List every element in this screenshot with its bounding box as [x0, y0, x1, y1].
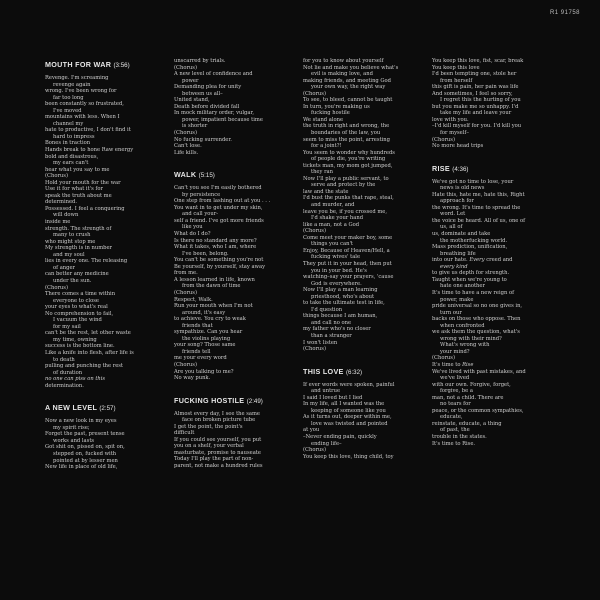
lyric-line: As it turns out, deeper within me, — [303, 414, 392, 421]
lyric-line: every kind — [440, 263, 468, 270]
lyric-line: to take the ultimate test in life, — [303, 300, 385, 307]
lyric-line: unscarred by trials. — [174, 58, 226, 64]
lyric-line: You keep this love, fist, scar, break — [432, 58, 524, 64]
lyric-line: And sometimes, I feel so sorry, — [432, 90, 513, 97]
lyric-line: like you — [182, 224, 203, 231]
lyric-line: Forget the past, present tense — [45, 431, 125, 438]
lyric-line: bold and disastrous, — [45, 153, 99, 160]
lyric-line: things because I am human, — [303, 313, 378, 320]
song-gap — [174, 382, 302, 396]
lyric-line: We've got no time to lose, your — [432, 178, 514, 185]
lyric-line: of people die, you're writing — [311, 156, 386, 163]
song-title-text: FUCKING HOSTILE — [174, 395, 245, 405]
lyric-line: news is old news — [440, 185, 485, 192]
lyric-line: In turn, you're making us — [303, 103, 370, 110]
lyric-line: determined. — [45, 199, 77, 206]
song-title — [432, 164, 560, 174]
lyric-line: and call your- — [182, 211, 218, 218]
lyric-line: and my soul — [53, 251, 85, 258]
lyric-line: You keep this love, thing child, toy — [303, 453, 394, 460]
lyric-line: I'd shake your hand — [311, 215, 364, 222]
song-title-text: THIS LOVE — [303, 366, 344, 376]
lyric-line: the motherfucking world. — [440, 237, 508, 244]
lyric-line: I vacuum the wind — [53, 317, 102, 324]
lyric-line: my father who's no closer — [303, 326, 371, 333]
lyric-line: (Chorus) — [174, 64, 197, 71]
lyric-line: mountains with less. When I — [45, 114, 120, 121]
lyric-line: Are you talking to me? — [174, 368, 234, 375]
lyric-line: everyone to close — [53, 297, 99, 304]
lyric-line: for my sail — [53, 323, 81, 330]
lyric-line: by persistence — [182, 191, 221, 198]
lyric-line: is shorter — [182, 123, 208, 130]
lyric-line: Taught when we're young to — [432, 276, 507, 283]
lyrics-column-2 — [174, 58, 302, 470]
lyric-line: us, dominate and take — [432, 231, 491, 238]
song-title — [174, 170, 302, 180]
lyric-line: I get the point, the point's — [174, 423, 243, 430]
lyric-line: wrong with their mind? — [440, 335, 502, 342]
lyric-line: Bones in traction — [45, 140, 91, 147]
lyric-line: In my life, all I wanted was the — [303, 401, 385, 408]
lyric-line: I won't listen — [303, 339, 338, 346]
lyric-line: channel my — [53, 120, 84, 127]
lyric-line: we've lived — [440, 375, 470, 382]
lyric-line: for a joint?! — [311, 143, 342, 150]
lyric-line: like a man, not a God — [303, 221, 360, 228]
lyric-line: If ever words were spoken, painful — [303, 381, 395, 388]
lyric-line: Can't you see I'm easily bothered — [174, 185, 262, 192]
lyric-line: making friends, and meeting God — [303, 77, 391, 84]
lyric-line: (Chorus) — [432, 136, 455, 143]
lyric-line: success is the bottom line. — [45, 343, 115, 350]
song-title-text: A NEW LEVEL — [45, 403, 98, 413]
lyric-line: power, make — [440, 296, 474, 303]
lyric-line: your eyes to what's real — [45, 304, 108, 311]
lyric-line: No more head trips — [432, 143, 484, 150]
lyric-line: friends that — [182, 322, 213, 329]
lyric-line: No comprehension to fail, — [45, 310, 114, 317]
lyric-line: pointed at by lesser men — [53, 457, 118, 464]
lyric-line: Respect, Walk. — [174, 296, 213, 303]
lyric-line: I'd bust the punks that rape, steal, — [303, 195, 394, 202]
lyric-line: no one can piss on this — [45, 376, 106, 383]
lyric-line: turn our — [440, 309, 462, 316]
lyric-line: difficult — [174, 430, 195, 437]
lyric-line: You want in to get under my skin, — [174, 204, 263, 211]
lyric-line: Be yourself, by yourself, stay away — [174, 263, 266, 270]
lyric-line: reinstate, educate, a thing — [432, 420, 502, 427]
lyric-line: No fucking surrender. — [174, 136, 232, 143]
lyric-line: your own way, the right way — [311, 84, 386, 91]
lyric-line: pride universal so no one gives in, — [432, 303, 523, 310]
lyric-line: Hate this, hate me, hate this, Right — [432, 191, 525, 198]
lyric-line: from the dawn of time — [182, 283, 241, 290]
lyric-line: power, impatient because time — [182, 116, 263, 123]
lyric-line: I've been, belong. — [182, 250, 229, 257]
lyric-fragment: Rise — [462, 361, 474, 368]
lyric-line: (Chorus) — [45, 284, 68, 291]
lyric-line: we ask them the question, what's — [432, 329, 520, 336]
lyric-line: my time, owning — [53, 336, 97, 343]
song-duration: (4:36) — [452, 165, 469, 173]
lyric-line: No way punk. — [174, 375, 211, 382]
lyric-line: We stand alone — [303, 116, 344, 123]
lyric-line: A lesson learned in life, known — [174, 276, 255, 283]
lyric-line: God is everywhere. — [311, 280, 362, 287]
lyric-line: me your every word — [174, 355, 227, 362]
lyric-fragment: creed and — [484, 257, 513, 264]
song-gap — [432, 150, 560, 164]
lyric-line: It's time to have a new reign of — [432, 289, 514, 296]
lyric-line: and murder, and — [311, 202, 355, 209]
lyric-line: hear what you say to me — [45, 166, 110, 173]
lyric-line: no tears for — [440, 401, 471, 408]
lyric-line: Death before divided fall — [174, 103, 240, 110]
lyric-line: Not lie and make you believe what's — [303, 64, 399, 71]
lyric-line: Is there no standard any more? — [174, 237, 257, 244]
lyric-line: inside me — [45, 219, 71, 226]
lyric-line: You seem to wonder why hundreds — [303, 149, 395, 156]
lyric-line: many to crush — [53, 232, 91, 239]
lyric-line: revenge again — [53, 81, 91, 88]
lyric-line: who might stop me — [45, 238, 96, 245]
song-duration: (2:49) — [246, 397, 263, 405]
lyric-line: strength. The strength of — [45, 225, 112, 232]
lyric-line: I said I loved but I lied — [303, 394, 363, 401]
lyric-line: speak the truth about me — [45, 192, 112, 199]
lyric-line: Use it for what it's for — [45, 186, 103, 193]
lyric-line: Life kills. — [174, 149, 199, 156]
lyric-line: Got shit on, pissed on, spit on, — [45, 444, 125, 451]
lyric-line: I'd been tempting one, stole her — [432, 71, 517, 78]
lyric-line: will down — [53, 212, 79, 219]
lyric-line: word. Let — [440, 211, 466, 218]
song-title — [45, 60, 173, 70]
lyric-line: lies in every one. The releasing — [45, 258, 128, 265]
lyric-line: this gift is pain, her pain was life — [432, 84, 519, 91]
lyric-line: keeping of someone like you — [311, 407, 386, 414]
lyric-line: determination. — [45, 382, 84, 389]
lyric-line: I regret this the hurting of you — [440, 97, 521, 104]
lyric-line: far too long — [53, 94, 84, 101]
lyric-line: to give us depth for strength. — [432, 270, 510, 277]
lyric-line: wrong. I've been wrong for — [45, 88, 117, 95]
lyric-line: In mock military order, vulgar, — [174, 110, 255, 117]
lyric-line: you on a shelf, your verbal — [174, 443, 244, 450]
lyric-line: fucking hostile — [311, 110, 350, 117]
lyric-line: take my life and leave your — [440, 110, 512, 117]
lyric-line: friends tell — [182, 348, 211, 355]
lyric-line: A new level of confidence and — [174, 71, 253, 78]
lyric-line: peace, or the common sympathies, — [432, 407, 524, 414]
lyric-line: tickets man, my mom got jumped, — [303, 162, 393, 169]
lyric-line: (Chorus) — [174, 130, 197, 137]
lyric-line: (Chorus) — [303, 228, 326, 235]
song-title-text: RISE — [432, 163, 450, 173]
lyric-line: my spirit rise; — [53, 424, 90, 431]
lyric-line: To see, to bleed, cannot be taught — [303, 97, 393, 104]
lyric-line: love was twisted and pointed — [311, 420, 388, 427]
lyric-line: educate, — [440, 414, 463, 421]
lyric-line: seem to miss the point, arresting — [303, 136, 390, 143]
lyric-line: with our own. Forgive, forget, — [432, 381, 511, 388]
lyric-line: Come meet your maker boy, some — [303, 234, 393, 241]
lyric-line: self a friend. I've got more friends — [174, 217, 264, 224]
song-title — [174, 396, 302, 406]
lyric-line: been constantly so frustrated, — [45, 101, 124, 108]
lyric-line: trouble in the states. — [432, 433, 487, 440]
lyric-line: They put it in your head, then put — [303, 260, 392, 267]
song-gap — [174, 156, 302, 170]
lyric-line: (Chorus) — [174, 361, 197, 368]
lyric-line: from herself — [440, 77, 473, 84]
lyric-line: United stand, — [174, 97, 210, 104]
song-gap — [303, 353, 431, 367]
lyric-line: your mind? — [440, 348, 470, 355]
song-title-text: MOUTH FOR WAR — [45, 60, 112, 69]
lyric-line: of past, the — [440, 427, 470, 434]
lyric-line: law and the state — [303, 188, 349, 195]
lyric-line: hate to productive, I don't find it — [45, 127, 131, 134]
lyric-line: love with you. — [432, 116, 469, 123]
lyric-fragment: into our hate. — [432, 257, 470, 264]
lyric-line: Now I'll play a man learning — [303, 287, 378, 294]
lyric-line: What's wrong with — [440, 342, 490, 349]
lyric-line: but you make me so unhappy. I'd — [432, 103, 519, 110]
lyric-line: the wrong. It's time to spread the — [432, 204, 521, 211]
lyric-line: for myself– — [440, 130, 469, 137]
lyrics-column-1 — [45, 60, 173, 471]
lyric-line: the truth in right and wrong, the — [303, 123, 390, 130]
lyric-line: Like a knife into flesh, after life is — [45, 349, 134, 356]
lyric-line: If you could see yourself, you put — [174, 436, 262, 443]
lyric-line: to achieve. You cry to weak — [174, 316, 246, 323]
lyric-line: your song? Those same — [174, 342, 236, 349]
lyric-line: to death — [53, 356, 75, 363]
lyric-line: There comes a time within — [45, 291, 116, 298]
lyric-line: than a stranger — [311, 332, 352, 339]
song-duration: (6:32) — [345, 368, 363, 376]
lyric-line: What it takes, who I am, where — [174, 244, 257, 251]
lyric-line: pulling and punching the rest — [45, 363, 124, 370]
lyric-line: Demanding plea for unity — [174, 84, 242, 91]
lyric-line: –Never ending pain, quickly — [303, 433, 377, 440]
lyric-line: stepped on, fucked with — [53, 450, 117, 457]
lyrics-column-4 — [432, 58, 560, 447]
lyric-line: parent, not make a hundred rules — [174, 462, 263, 469]
lyric-line: leave you be, if you crossed me, — [303, 208, 387, 215]
lyric-line: around, it's easy — [182, 309, 226, 316]
lyric-line: at you — [303, 427, 320, 434]
lyric-line: works and lasts — [53, 437, 95, 444]
lyric-fragment: Every — [469, 257, 485, 264]
lyric-line: Revenge. I'm screaming — [45, 75, 109, 81]
lyric-line: watching–say your prayers, 'cause — [303, 274, 394, 281]
lyric-line: of anger — [53, 264, 75, 271]
lyric-line: You keep this love — [432, 64, 480, 71]
lyric-line: What do I do? — [174, 231, 211, 238]
lyric-line: power — [182, 77, 199, 84]
lyric-line: can better any medicine — [45, 271, 109, 278]
lyric-line: Run your mouth when I'm not — [174, 303, 253, 310]
lyric-line: face on broken picture tube — [182, 417, 256, 424]
song-duration: (2:57) — [99, 405, 116, 413]
lyric-line: One step from lashing out at you . . . — [174, 198, 271, 205]
song-title — [303, 367, 431, 377]
lyric-line: under the sun. — [53, 277, 92, 284]
lyric-line: (Chorus) — [303, 447, 326, 454]
lyric-line: (Chorus) — [303, 90, 326, 97]
lyric-line: My strength is in number — [45, 245, 113, 252]
lyric-line: –I'd kill myself for you. I'd kill you — [432, 123, 522, 130]
lyric-line: and untrue — [311, 388, 341, 395]
lyric-line: approach for — [440, 198, 474, 205]
lyric-line: of duration — [53, 369, 83, 376]
lyric-line: they ran — [311, 169, 333, 176]
lyrics-column-3 — [303, 58, 431, 460]
lyric-line: man, not a child. There are — [432, 394, 504, 401]
lyric-line: Mass prediction, unification, — [432, 244, 508, 251]
lyric-line: serve and protect by the — [311, 182, 376, 189]
lyric-line: things you can't — [311, 241, 353, 248]
lyric-line: for you to know about yourself — [303, 58, 384, 64]
lyric-fragment: It's time to — [432, 361, 463, 368]
lyric-line: forgive, be a — [440, 388, 473, 395]
lyric-line: (Chorus) — [432, 355, 455, 362]
lyric-line: you in your bed. He's — [311, 267, 367, 274]
lyric-line: evil is making love, and — [311, 71, 373, 78]
lyric-line: fucking wives' tale — [311, 254, 361, 261]
lyric-line: Today I'll play the part of non- — [174, 456, 254, 463]
song-gap — [45, 389, 173, 403]
lyric-line: Hands break to hone Raw energy — [45, 147, 134, 154]
lyric-line: priesthood, who's about — [311, 293, 375, 300]
lyric-line: and call no one — [311, 319, 352, 326]
lyric-line: I'd question — [311, 306, 343, 313]
lyric-line: hard to impress — [53, 133, 95, 140]
lyric-line: (Chorus) — [45, 173, 68, 180]
lyric-line: You can't be something you're not — [174, 257, 264, 264]
lyric-line: We've lived with past mistakes, and — [432, 368, 526, 375]
lyric-line: Almost every day, I see the same — [174, 410, 260, 417]
song-duration: (5:15) — [198, 172, 215, 180]
lyric-line: (Chorus) — [303, 346, 326, 353]
lyric-line: Now I'll play a public servant, to — [303, 175, 389, 182]
lyric-line: masturbate, promise to nauseate — [174, 449, 261, 456]
lyric-line: New life in place of old life, — [45, 464, 118, 471]
song-title — [45, 403, 173, 413]
lyric-line: backs on those who oppose. Then — [432, 316, 521, 323]
lyric-line: us, all of — [440, 224, 463, 231]
song-duration: (3:56) — [113, 62, 130, 69]
lyric-line: It's time to Rise. — [432, 440, 476, 447]
lyric-line: my ears can't — [53, 160, 89, 167]
lyric-line: ending life– — [311, 440, 342, 447]
lyric-line: Now a new look in my eyes — [45, 418, 117, 425]
catalog-number: R1 91758 — [549, 10, 580, 16]
lyric-line: boundaries of the law, you — [311, 130, 381, 137]
lyric-line: between us all– — [182, 90, 223, 97]
lyric-line: when confronted — [440, 322, 485, 329]
lyric-line: the voice be heard. All of us, one of — [432, 217, 526, 224]
lyric-line: Can't lose. — [174, 143, 202, 150]
lyric-line: the violins playing — [182, 335, 231, 342]
lyric-line: Hold your mouth for the war — [45, 179, 121, 186]
lyric-line: sympathize. Can you hear — [174, 329, 243, 336]
lyric-line: hate one another — [440, 283, 485, 290]
lyric-line: I've moved — [53, 107, 82, 114]
lyric-line: Enjoy, Because of Heaven/Hell, a — [303, 247, 390, 254]
lyric-line: can't be the rest, let other waste — [45, 330, 131, 337]
lyric-line: Possessed. I feel a conquering — [45, 205, 125, 212]
lyric-line: from me. — [174, 270, 198, 277]
lyric-line: breathing life — [440, 250, 476, 257]
song-title-text: WALK — [174, 170, 197, 180]
lyric-line: (Chorus) — [174, 289, 197, 296]
